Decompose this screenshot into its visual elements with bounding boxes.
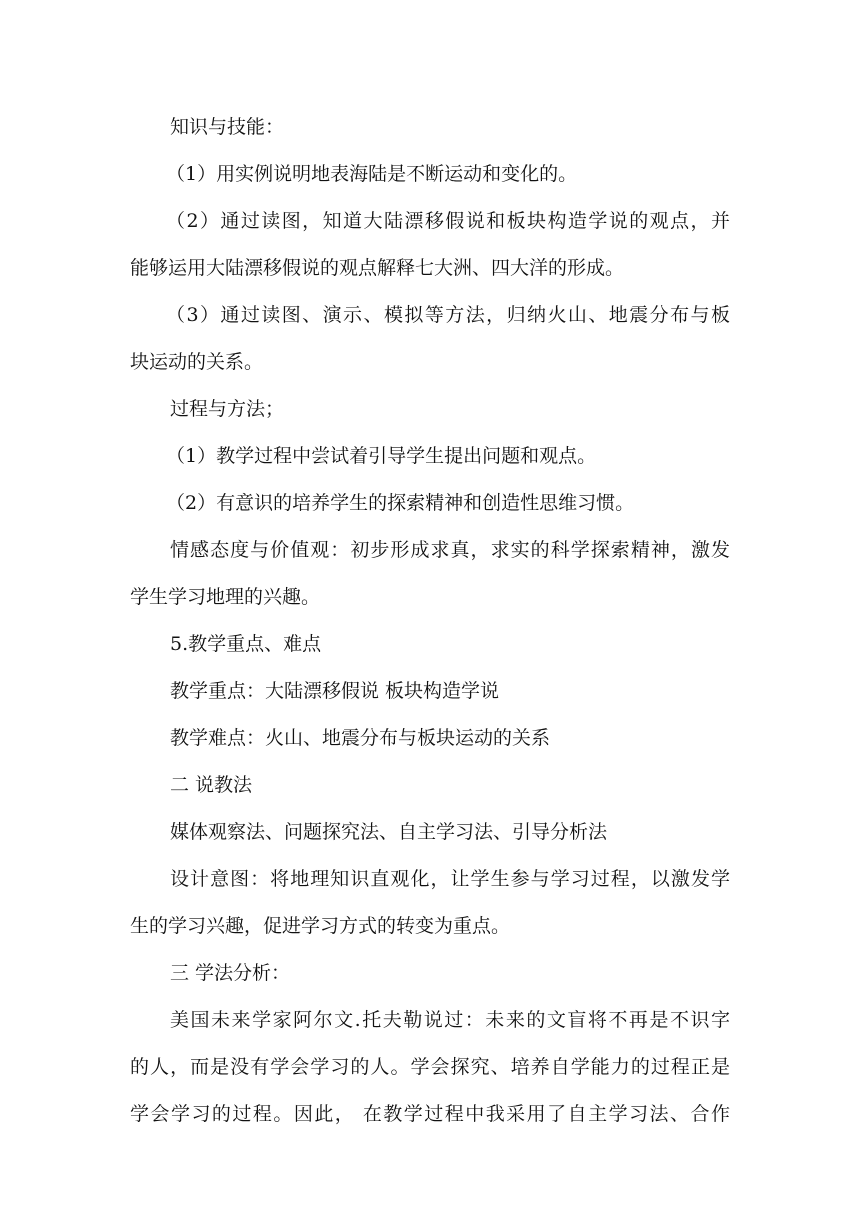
process-item-2: （2）有意识的培养学生的探索精神和创造性思维习惯。: [166, 492, 635, 514]
learning-analysis-paragraph: [130, 997, 730, 1138]
learning-analysis-line-3: 学会学习的过程。因此， 在教学过程中我采用了自主学习法、合作: [130, 1103, 730, 1125]
heading-teaching-methods: 二 说教法: [170, 774, 253, 796]
heading-knowledge-skills: 知识与技能：: [170, 116, 285, 138]
emotion-attitude-values-line-1: 情感态度与价值观：初步形成求真，求实的科学探索精神，激发: [170, 539, 730, 561]
learning-analysis-line-2: 的人，而是没有学会学习的人。学会探究、培养自学能力的过程正是: [130, 1056, 730, 1078]
learning-analysis-line-1: 美国未来学家阿尔文.托夫勒说过：未来的文盲将不再是不识字: [170, 1009, 730, 1031]
objective-item-3-line-2: 块运动的关系。: [130, 351, 264, 373]
emotion-attitude-values-line-2: 学生学习地理的兴趣。: [130, 586, 321, 608]
design-intent-line-1: 设计意图：将地理知识直观化，让学生参与学习过程，以激发学: [170, 868, 730, 890]
objective-item-3-line-1: （3）通过读图、演示、模拟等方法，归纳火山、地震分布与板: [166, 304, 730, 326]
objective-item-1: （1）用实例说明地表海陆是不断运动和变化的。: [166, 163, 578, 185]
objective-item-2-line-2: 能够运用大陆漂移假说的观点解释七大洲、四大洋的形成。: [130, 257, 625, 279]
teaching-difficult-point: 教学难点：火山、地震分布与板块运动的关系: [170, 727, 551, 749]
heading-key-difficult-points: 5.教学重点、难点: [170, 633, 322, 655]
teaching-key-point: 教学重点：大陆漂移假说 板块构造学说: [170, 680, 500, 702]
design-intent: [130, 856, 730, 950]
emotion-attitude-values: [130, 527, 730, 621]
process-item-1: （1）教学过程中尝试着引导学生提出问题和观点。: [166, 445, 597, 467]
objective-item-2-line-1: （2）通过读图，知道大陆漂移假说和板块构造学说的观点，并: [166, 210, 730, 232]
design-intent-line-2: 生的学习兴趣，促进学习方式的转变为重点。: [130, 915, 511, 937]
heading-learning-analysis: 三 学法分析：: [170, 962, 291, 984]
teaching-methods-list: 媒体观察法、问题探究法、自主学习法、引导分析法: [170, 821, 608, 843]
document-body: [130, 104, 730, 1138]
heading-process-methods: 过程与方法；: [170, 398, 285, 420]
objective-item-3: [130, 292, 730, 386]
objective-item-2: [130, 198, 730, 292]
